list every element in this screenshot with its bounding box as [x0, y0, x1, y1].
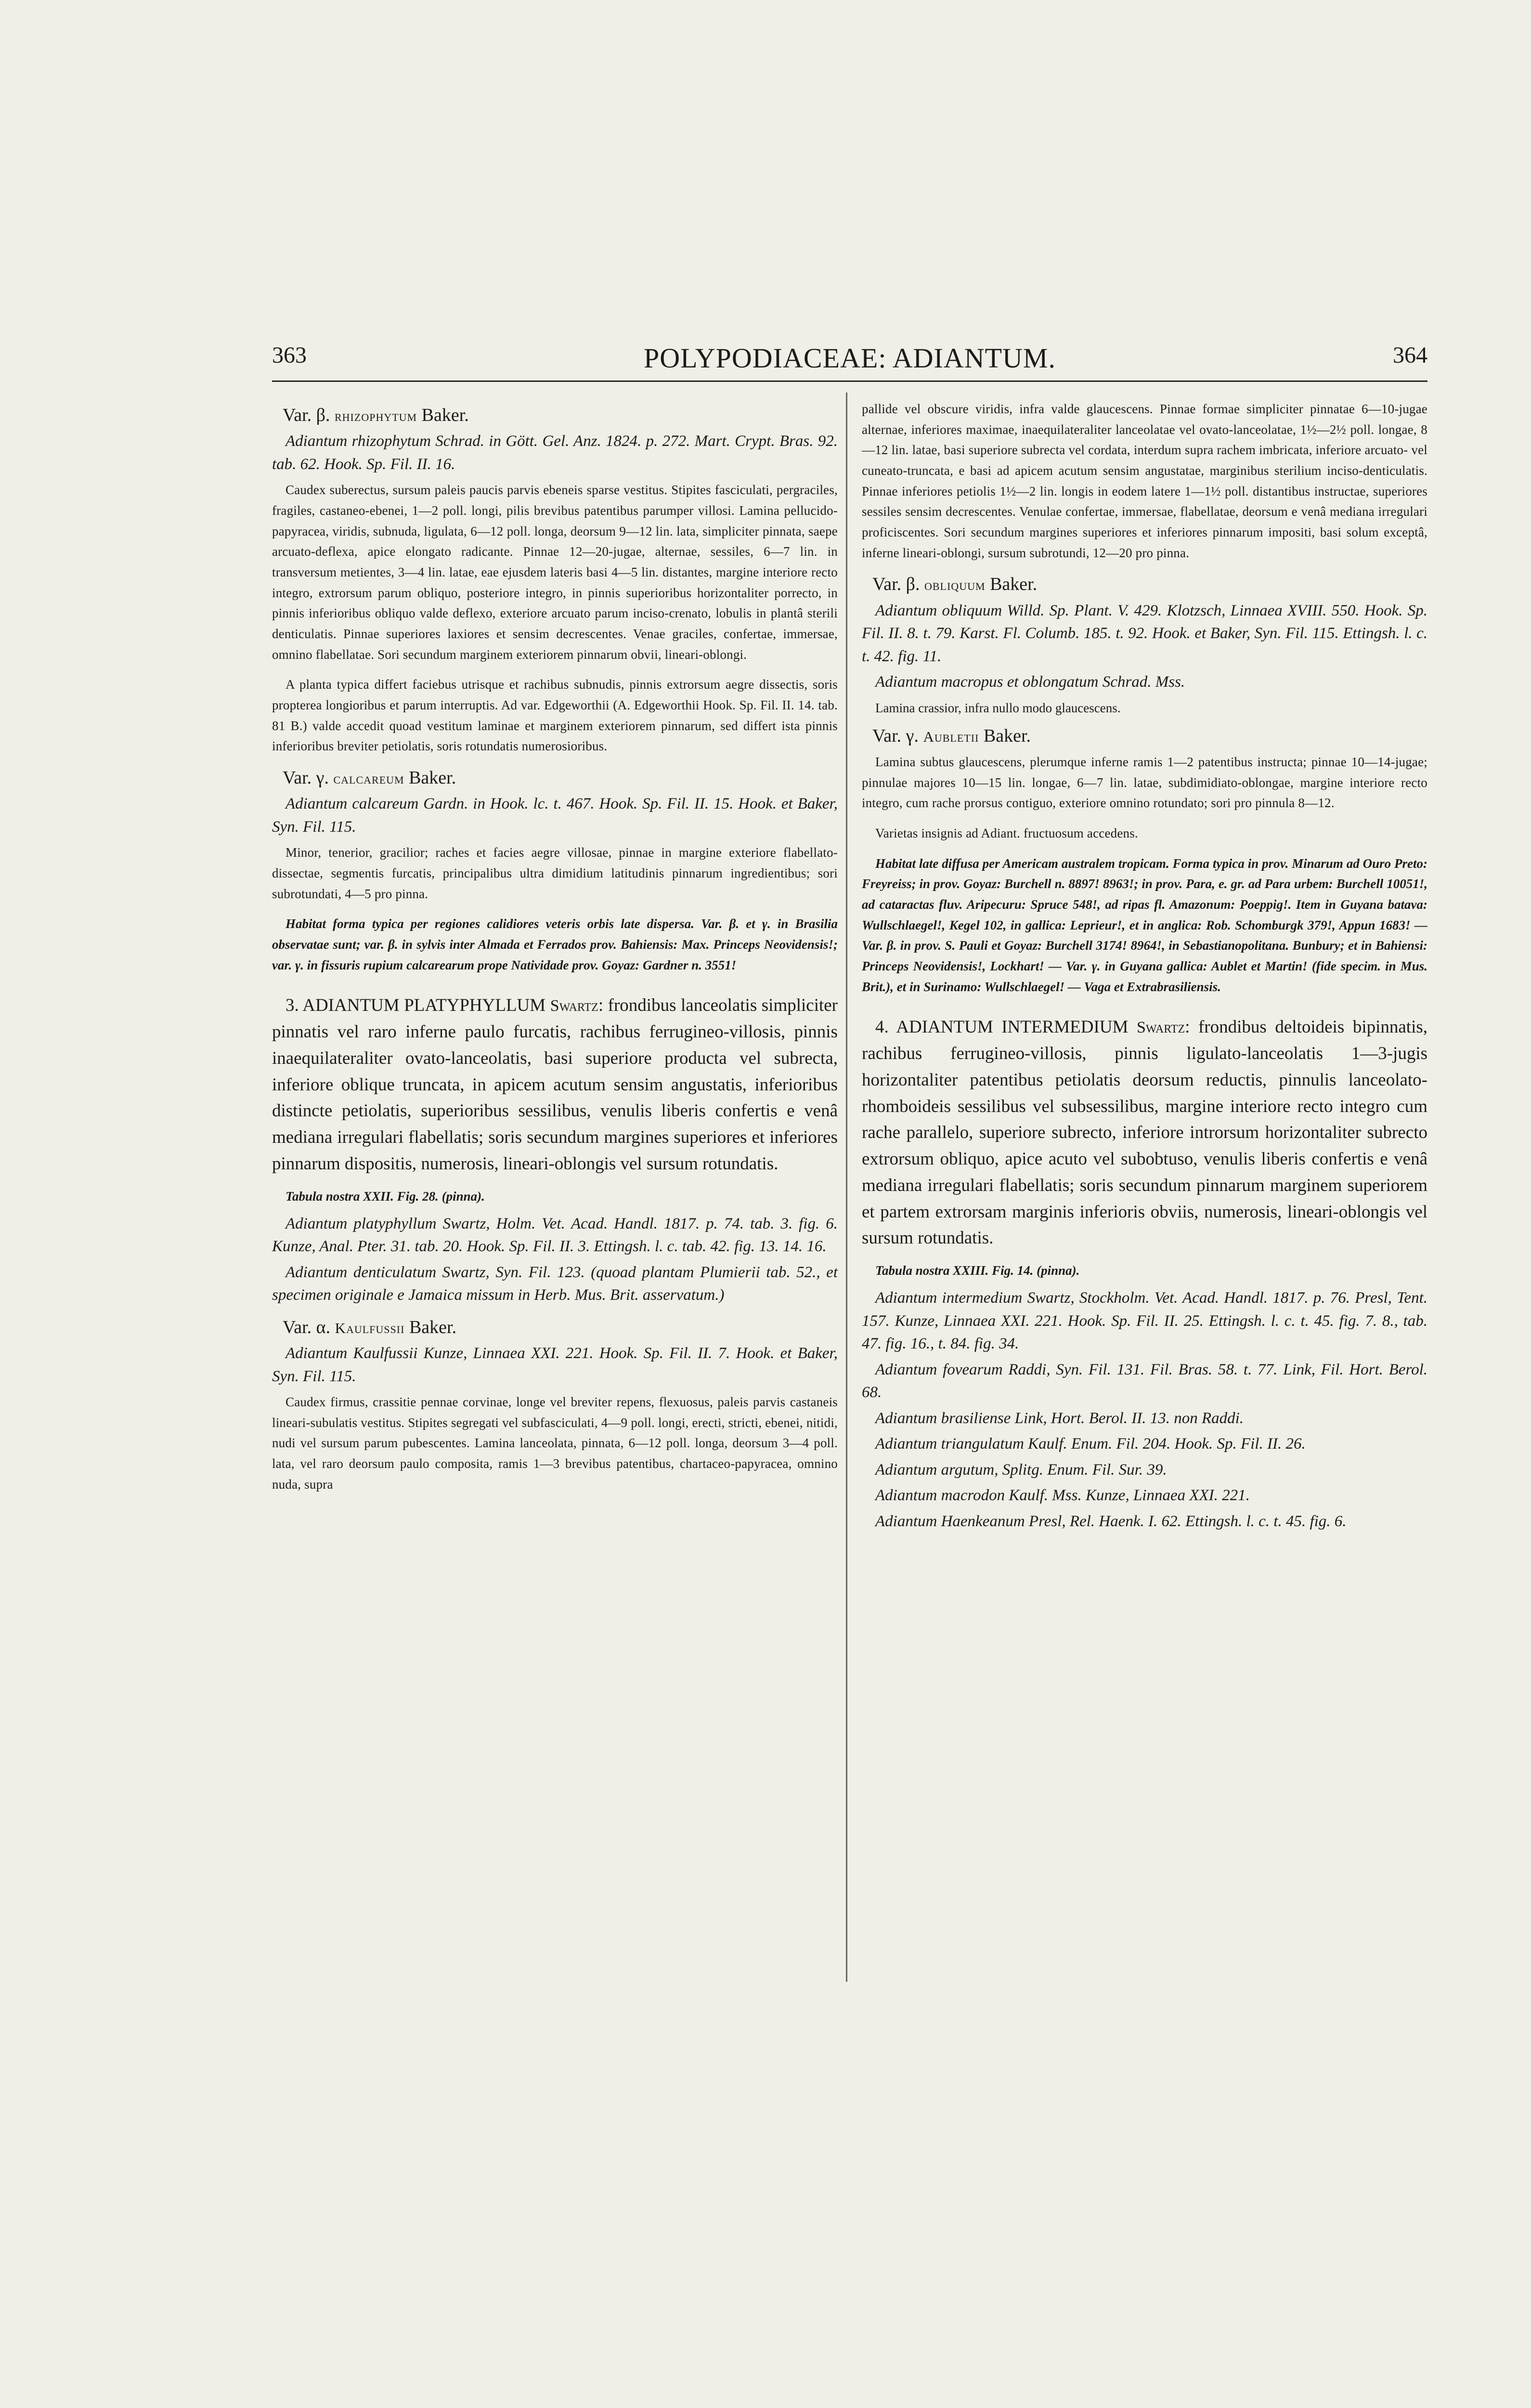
header-rule	[272, 380, 1427, 382]
synonym: Adiantum brasiliense Link, Hort. Berol. II. 13. non Raddi.	[875, 1409, 1244, 1427]
description-continued: pallide vel obscure viridis, infra valde glaucescens. Pinnae formae simpliciter pinnatae 6—10-jugae alternae, inferiores maximae, inaequilateraliter lanceolatae vel ovato-lanceolatae, 1½—2½ poll. longae, 8—12 lin. latae, basi superiore subrecta vel cordata, interdum supra rachem imbricata, inferiore arcuato- vel cuneato-truncata, e basi ad apicem acutum sensim angustatae, marginibus sterilium inciso-denticulatis. Pinnae inferiores petiolis 1½—2 lin. longis in eodem latere 1—1½ poll. distantibus instructae, superiores sessiles sensim decrescentes. Venulae confertae, immersae, flabellatae, deorsum e venâ mediana irregulari proficiscentes. Sori secundum margines superiores et inferiores pinnarum impositi, basi solum exceptâ, inferne lineari-oblongi, sursum subrotundi, 12—20 pro pinna.	[862, 402, 1427, 560]
synonym: Adiantum macrodon Kaulf. Mss. Kunze, Linnaea XXI. 221.	[875, 1487, 1250, 1505]
synonym: Adiantum macropus et oblongatum Schrad. Mss.	[875, 673, 1185, 691]
synonym: Adiantum Kaulfussii Kunze, Linnaea XXI. 221. Hook. Sp. Fil. II. 7. Hook. et Baker, Syn. Fil. 115.	[272, 1345, 838, 1385]
synonym: Adiantum obliquum Willd. Sp. Plant. V. 429. Klotzsch, Linnaea XVIII. 550. Hook. Sp. Fil. II. 8. t. 79. Karst. Fl. Columb. 185. t. 92. Hook. et Baker, Syn. Fil. 115. Ettingsh. l. c. t. 42. fig. 11.	[862, 602, 1427, 665]
note: Varietas insignis ad Adiant. fructuosum accedens.	[875, 826, 1138, 841]
variety-heading: Var. γ. Aubletii Baker.	[872, 725, 1031, 746]
habitat: Habitat late diffusa per Americam australem tropicam. Forma typica in prov. Minarum ad Ouro Preto: Freyreiss; in prov. Goyaz: Burchell n. 8897! 8963!; in prov. Para, e. gr. ad Para urbem: Burchell 10051!, ad cataractas fluv. Aripecuru: Spruce 548!, ad ripas fl. Amazonum: Poeppig!. Item in Guyana batava: Wullschlaegel!, Kegel 102, in gallica: Leprieur!, et in anglica: Rob. Schomburgk 379!, Appun 1683! — Var. β. in prov. S. Pauli et Goyaz: Burchell 3174! 8964!, in Sebastianopolitana. Bunbury; et in Bahiensi: Princeps Neovidensis!, Lockhart! — Var. γ. in Guyana gallica: Aublet et Martin! (fide specim. in Mus. Brit.), et in Surinamo: Wullschlaegel! — Vaga et Extrabrasiliensis.	[862, 856, 1427, 994]
page-number-left: 363	[272, 342, 307, 368]
synonym: Adiantum fovearum Raddi, Syn. Fil. 131. Fil. Bras. 58. t. 77. Link, Fil. Hort. Berol. 68.	[862, 1361, 1427, 1401]
description: Lamina subtus glaucescens, plerumque inferne ramis 1—2 patentibus instructa; pinnae 10—14-jugae; pinnulae majores 10—15 lin. longae, 6—7 lin. latae, subdimidiato-oblongae, margine interiore recto integro, cum rache prorsus contiguo, exteriore omnino rotundato; sori pro pinnula 8—12.	[862, 755, 1427, 811]
habitat: Habitat forma typica per regiones calidiores veteris orbis late dispersa. Var. β. et γ. in Brasilia observatae sunt; var. β. in sylvis inter Almada et Ferrados prov. Bahiensis: Max. Princeps Neovidensis!; var. γ. in fissuris rupium calcarearum prope Natividade prov. Goyaz: Gardner n. 3551!	[272, 916, 838, 972]
species-description: 4. ADIANTUM INTERMEDIUM Swartz: frondibus deltoideis bipinnatis, rachibus ferrugineo-villosis, pinnis ligulato-lanceolatis 1—3-jugis horizontaliter patentibus petiolatis deorsum reductis, pinnulis lanceolato-rhomboideis sessilibus vel subsessilibus, margine interiore recto integro cum rache parallelo, superiore subrecto, inferiore introrsum horizontaliter subrecto extrorsum obliquo, apice acuto vel subobtuso, venulis liberis confertis e venâ mediana irregulari flabellatis; soris secundum pinnarum marginem superiorem et partem extrorsam marginis inferioris obviis, numerosis, lineari-oblongis vel sursum rotundatis.	[862, 1017, 1428, 1248]
left-column	[272, 395, 838, 1504]
column-divider	[846, 393, 847, 1982]
species-description: 3. ADIANTUM PLATYPHYLLUM Swartz: frondibus lanceolatis simpliciter pinnatis vel raro inferne paulo furcatis, rachibus ferrugineo-villosis, pinnis inaequilateraliter ovato-lanceolatis, basi superiore producta vel subrecta, inferiore oblique truncata, in apicem acutum sensim angustatis, inferioribus distincte petiolatis, superioribus sessilibus, venulis liberis confertis e venâ mediana irregulari flabellatis; soris secundum margines superiores et inferiores pinnarum dispositis, numerosis, lineari-oblongis vel sursum rotundatis.	[272, 995, 838, 1174]
description: Caudex firmus, crassitie pennae corvinae, longe vel breviter repens, flexuosus, paleis parvis castaneis lineari-subulatis vestitus. Stipites segregati vel subfasciculati, 4—9 poll. longi, erecti, stricti, ebenei, nitidi, nudi vel sursum parum pubescentes. Lamina lanceolata, pinnata, 6—12 poll. longa, deorsum 3—4 poll. lata, vel raro deorsum paulo composita, ramis 1—3 brevibus patentibus, chartaceo-papyracea, omnino nuda, supra	[272, 1395, 838, 1492]
running-header	[272, 342, 1427, 385]
plate-reference: Tabula nostra XXII. Fig. 28. (pinna).	[285, 1189, 485, 1204]
variety-heading: Var. α. Kaulfussii Baker.	[283, 1317, 457, 1337]
synonym: Adiantum calcareum Gardn. in Hook. lc. t. 467. Hook. Sp. Fil. II. 15. Hook. et Baker, Syn. Fil. 115.	[272, 795, 838, 836]
synonym: Adiantum denticulatum Swartz, Syn. Fil. 123. (quoad plantam Plumierii tab. 52., et specimen originale e Jamaica missum in Herb. Mus. Brit. asservatum.)	[272, 1263, 838, 1304]
page-number-right: 364	[1393, 342, 1427, 368]
synonym: Adiantum platyphyllum Swartz, Holm. Vet. Acad. Handl. 1817. p. 74. tab. 3. fig. 6. Kunze, Anal. Pter. 31. tab. 20. Hook. Sp. Fil. II. 3. Ettingsh. l. c. tab. 42. fig. 13. 14. 16.	[272, 1215, 838, 1256]
synonym: Adiantum argutum, Splitg. Enum. Fil. Sur. 39.	[875, 1461, 1167, 1479]
description: Minor, tenerior, gracilior; raches et facies aegre villosae, pinnae in margine exteriore flabellato-dissectae, segmentis furcatis, principalibus ultra dimidium latitudinis pinnarum ingredientibus; sori subrotundati, 4—5 pro pinna.	[272, 845, 838, 901]
synonym: Adiantum triangulatum Kaulf. Enum. Fil. 204. Hook. Sp. Fil. II. 26.	[875, 1435, 1306, 1453]
note: A planta typica differt faciebus utrisque et rachibus subnudis, pinnis extrorsum aegre dissectis, soris propterea longioribus et parum interruptis. Ad var. Edgeworthii (A. Edgeworthii Hook. Sp. Fil. II. 14. tab. 81 B.) valde accedit quoad vestitum laminae et marginem exteriorem pinnarum, sed differt ista pinnis inferioribus breviter petiolatis, soris rotundatis numerosioribus.	[272, 677, 838, 754]
description: Lamina crassior, infra nullo modo glaucescens.	[875, 700, 1121, 715]
synonym: Adiantum Haenkeanum Presl, Rel. Haenk. I. 62. Ettingsh. l. c. t. 45. fig. 6.	[875, 1512, 1347, 1530]
synonym: Adiantum rhizophytum Schrad. in Gött. Gel. Anz. 1824. p. 272. Mart. Crypt. Bras. 92. tab. 62. Hook. Sp. Fil. II. 16.	[272, 432, 838, 473]
variety-heading: Var. β. obliquum Baker.	[872, 574, 1038, 595]
description: Caudex suberectus, sursum paleis paucis parvis ebeneis sparse vestitus. Stipites fasciculati, pergraciles, fragiles, castaneo-ebenei, 1—2 poll. longi, pilis brevibus patentibus parumper villosi. Lamina pellucido-papyracea, viridis, subnuda, ligulata, 6—12 poll. longa, deorsum 9—12 lin. lata, simpliciter pinnata, saepe arcuato-deflexa, apice elongato radicante. Pinnae 12—20-jugae, alternae, sessiles, 6—7 lin. in transversum metientes, 3—4 lin. latae, eae ejusdem lateris basi 4—5 lin. distantes, margine interiore recto integro, extrorsum parum obliquo, posteriore integro, in pinnis superioribus horizontaliter porrecto, in pinnis inferioribus obliquo valde deflexo, exteriore arcuato parum inciso-crenato, lobulis in plantâ sterili denticulatis. Pinnae superiores laxiores et sensim decrescentes. Venae graciles, confertae, immersae, omnino flabellatae. Sori secundum marginem exteriorem pinnarum obvii, lineari-oblongi.	[272, 483, 838, 662]
right-column	[862, 395, 1427, 1536]
variety-heading: Var. γ. calcareum Baker.	[283, 767, 456, 788]
plate-reference: Tabula nostra XXIII. Fig. 14. (pinna).	[875, 1263, 1080, 1278]
running-title: POLYPODIACEAE: ADIANTUM.	[644, 342, 1056, 374]
synonym: Adiantum intermedium Swartz, Stockholm. Vet. Acad. Handl. 1817. p. 76. Presl, Tent. 157. Kunze, Linnaea XXI. 221. Hook. Sp. Fil. II. 25. Ettingsh. l. c. t. 45. fig. 7. 8., tab. 47. fig. 16., t. 84. fig. 34.	[862, 1289, 1427, 1353]
variety-heading: Var. β. rhizophytum Baker.	[283, 405, 469, 425]
